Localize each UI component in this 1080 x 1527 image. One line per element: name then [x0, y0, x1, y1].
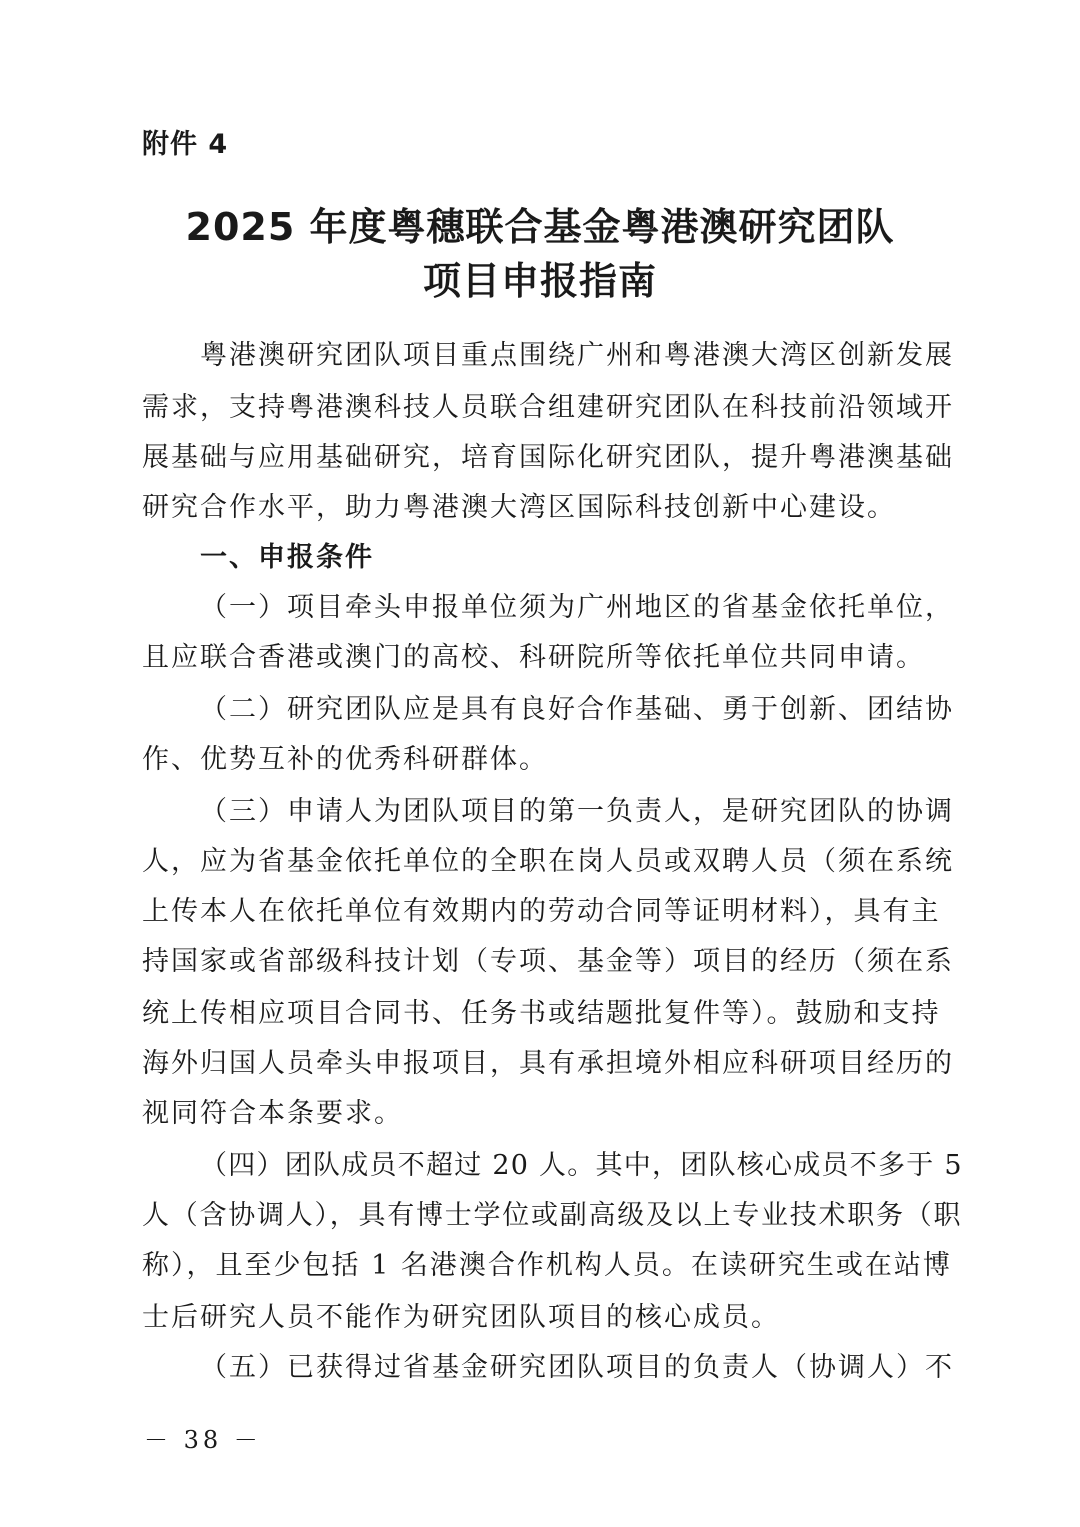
- condition-3-line-7: 视同符合本条要求。: [142, 1098, 403, 1129]
- condition-4-line-4: 士后研究人员不能作为研究团队项目的核心成员。: [142, 1302, 780, 1333]
- condition-3-line-2: 人，应为省基金依托单位的全职在岗人员或双聘人员（须在系统: [142, 846, 954, 877]
- condition-3-line-4: 持国家或省部级科技计划（专项、基金等）项目的经历（须在系: [142, 946, 954, 977]
- condition-1-line-1: （一）项目牵头申报单位须为广州地区的省基金依托单位，: [200, 592, 954, 623]
- condition-5-line-1: （五）已获得过省基金研究团队项目的负责人（协调人）不: [200, 1352, 954, 1383]
- section-heading: 一、申报条件: [200, 542, 374, 573]
- condition-3-line-6: 海外归国人员牵头申报项目，具有承担境外相应科研项目经历的: [142, 1048, 954, 1079]
- intro-line-2: 需求，支持粤港澳科技人员联合组建研究团队在科技前沿领域开: [142, 392, 954, 423]
- intro-line-1: 粤港澳研究团队项目重点围绕广州和粤港澳大湾区创新发展: [200, 340, 954, 371]
- attachment-label: 附件 4: [142, 129, 229, 160]
- intro-line-4: 研究合作水平，助力粤港澳大湾区国际科技创新中心建设。: [142, 492, 896, 523]
- page-number: － 38 －: [144, 1426, 262, 1454]
- condition-1-line-2: 且应联合香港或澳门的高校、科研院所等依托单位共同申请。: [142, 642, 925, 673]
- condition-2-line-2: 作、优势互补的优秀科研群体。: [142, 744, 548, 775]
- condition-4-line-1: （四）团队成员不超过 20 人。其中，团队核心成员不多于 5: [200, 1150, 963, 1181]
- document-title-line-2: 项目申报指南: [422, 259, 657, 303]
- condition-3-line-1: （三）申请人为团队项目的第一负责人，是研究团队的协调: [200, 796, 954, 827]
- document-title-line-1: 2025 年度粤穗联合基金粤港澳研究团队: [185, 205, 895, 249]
- condition-3-line-3: 上传本人在依托单位有效期内的劳动合同等证明材料），具有主: [142, 896, 941, 927]
- condition-2-line-1: （二）研究团队应是具有良好合作基础、勇于创新、团结协: [200, 694, 954, 725]
- condition-4-line-2: 人（含协调人），具有博士学位或副高级及以上专业技术职务（职: [142, 1200, 963, 1231]
- intro-line-3: 展基础与应用基础研究，培育国际化研究团队，提升粤港澳基础: [142, 442, 954, 473]
- condition-4-line-3: 称），且至少包括 1 名港澳合作机构人员。在读研究生或在站博: [142, 1250, 952, 1281]
- condition-3-line-5: 统上传相应项目合同书、任务书或结题批复件等）。鼓励和支持: [142, 998, 941, 1029]
